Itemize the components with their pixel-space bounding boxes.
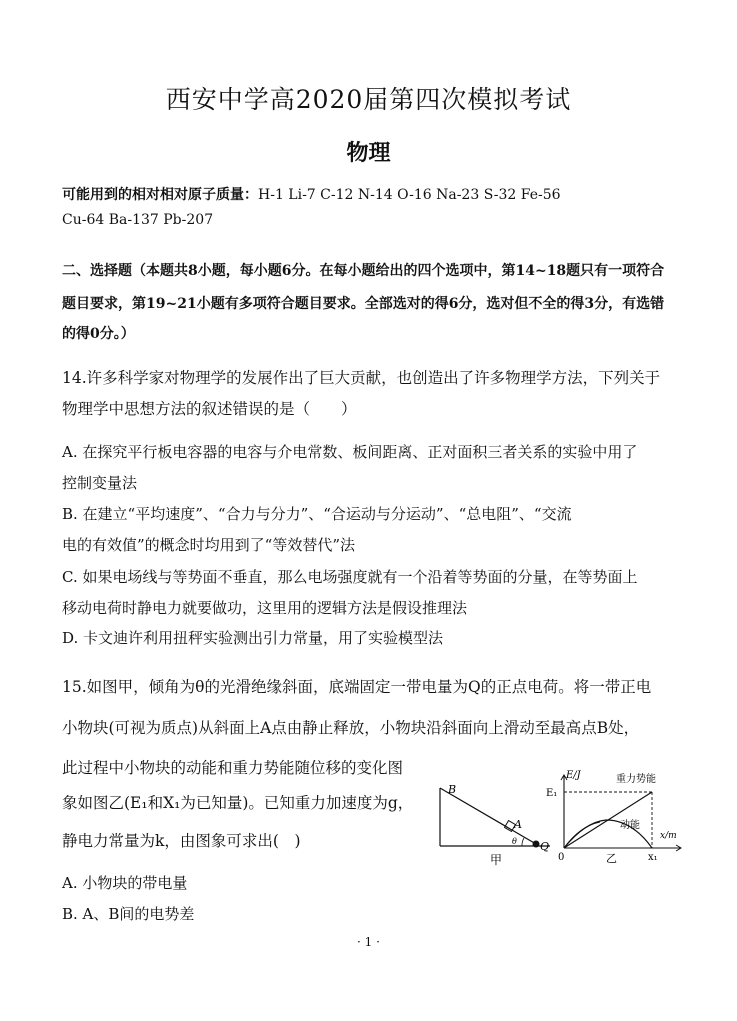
section-two-line2: 题目要求，第19~21小题有多项符合题目要求。全部选对的得6分，选对但不全的得3分，有选错	[62, 296, 665, 312]
point-q-label: Q	[540, 840, 550, 853]
section-two-line1: 二、选择题（本题共8小题，每小题6分。在每小题给出的四个选项中，第14~18题只有一项符合	[62, 263, 665, 279]
subject-title: 物理	[346, 140, 391, 166]
figure-jia-label: 甲	[490, 853, 503, 867]
q14-option-b-line2: 电的有效值”的概念时均用到了“等效替代”法	[62, 536, 356, 554]
q15-line4: 象如图乙(E₁和X₁为已知量)。已知重力加速度为g，	[62, 794, 414, 812]
page-number: · 1 ·	[357, 935, 380, 949]
atomic-masses-label: 可能用到的相对相对原子质量：	[62, 187, 258, 203]
q14-option-b-line1: B. 在建立“平均速度”、“合力与分力”、“合运动与分运动”、“总电阻”、“交流	[62, 505, 572, 523]
section-two-line3: 的得0分。）	[62, 326, 135, 342]
q15-line5: 静电力常量为k，由图象可求出( )	[62, 832, 301, 850]
y-axis-label: E/J	[566, 770, 581, 781]
x1-label: x₁	[648, 852, 658, 863]
q14-option-d: D. 卡文迪许利用扭秤实验测出引力常量，用了实验模型法	[62, 629, 444, 647]
atomic-masses-line2: Cu-64 Ba-137 Pb-207	[62, 212, 214, 228]
q15-line2: 小物块(可视为质点)从斜面上A点由静止释放，小物块沿斜面向上滑动至最高点B处，	[62, 719, 640, 737]
q14-option-c-line1: C. 如果电场线与等势面不垂直，那么电场强度就有一个沿着等势面的分量，在等势面上	[62, 568, 638, 586]
point-b-label: B	[448, 783, 457, 796]
e1-label: E₁	[546, 788, 558, 799]
x-axis-label: x/m	[660, 831, 677, 841]
atomic-masses-line1	[62, 184, 561, 204]
atomic-masses-values: H-1 Li-7 C-12 N-14 O-16 Na-23 S-32 Fe-56	[258, 187, 561, 203]
angle-label: θ	[512, 837, 517, 846]
point-a-label: A	[514, 818, 522, 831]
q14-line2: 物理学中思想方法的叙述错误的是（ ）	[62, 400, 357, 418]
figure-yi	[540, 770, 690, 870]
q14-option-a-line2: 控制变量法	[62, 474, 138, 492]
q15-option-a: A. 小物块的带电量	[62, 874, 188, 892]
page-title: 西安中学高2020届第四次模拟考试	[165, 85, 572, 114]
q14-option-a-line1: A. 在探究平行板电容器的电容与介电常数、板间距离、正对面积三者关系的实验中用了	[62, 443, 638, 461]
q15-line1: 15.如图甲，倾角为θ的光滑绝缘斜面，底端固定一带电量为Q的正点电荷。将一带正电	[62, 678, 652, 696]
q15-line3: 此过程中小物块的动能和重力势能随位移的变化图	[62, 759, 404, 777]
kinetic-energy-label: 动能	[620, 820, 640, 831]
figure-yi-label: 乙	[606, 852, 617, 865]
angle-arc	[522, 838, 524, 846]
q15-option-b: B. A、B间的电势差	[62, 905, 195, 923]
q14-line1: 14.许多科学家对物理学的发展作出了巨大贡献，也创造出了许多物理学方法，下列关于	[62, 369, 661, 387]
incline-slope	[440, 788, 536, 844]
origin-label: 0	[558, 852, 565, 863]
q14-option-c-line2: 移动电荷时静电力就要做功，这里用的逻辑方法是假设推理法	[62, 599, 468, 617]
charge-q	[533, 841, 540, 848]
potential-energy-label: 重力势能	[616, 774, 656, 785]
